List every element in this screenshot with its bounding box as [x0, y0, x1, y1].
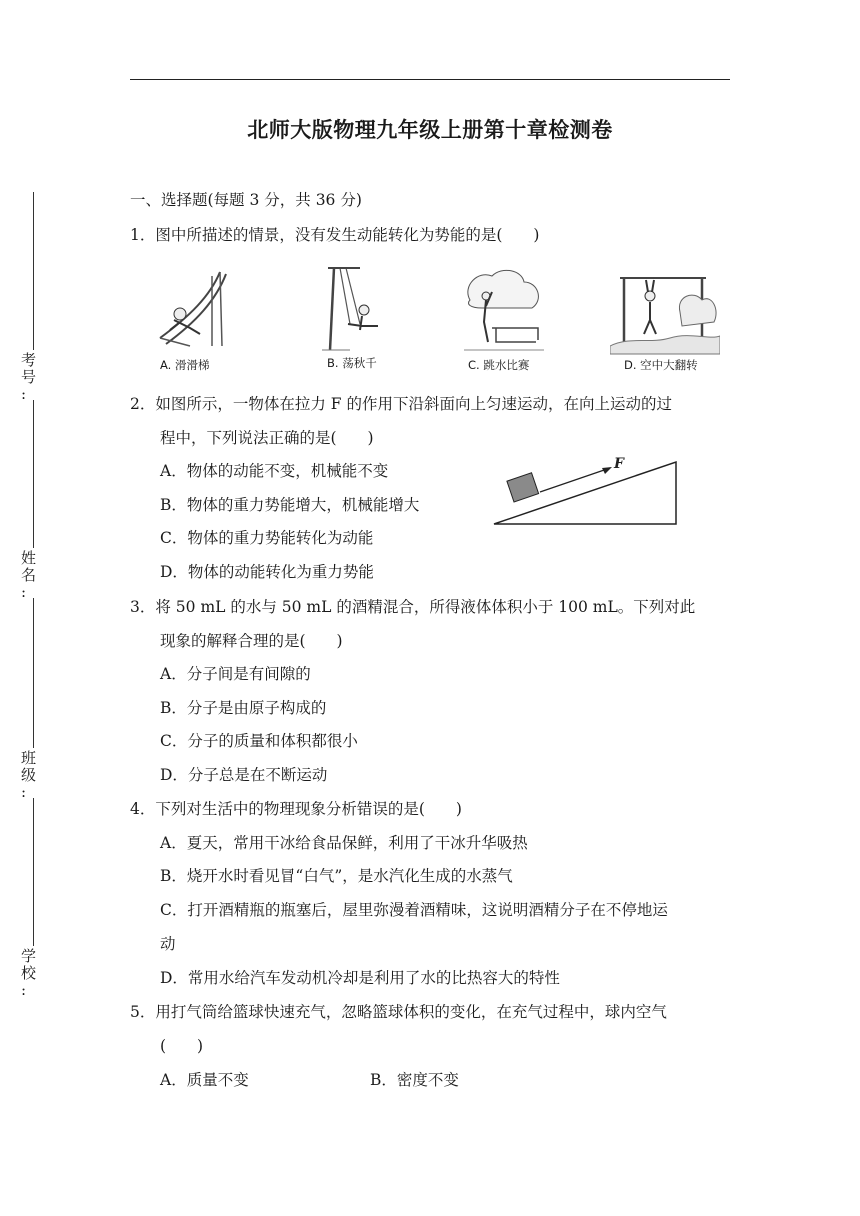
class-label: 班 级 :: [21, 749, 37, 801]
q4-option-c: C．打开酒精瓶的瓶塞后，屋里弥漫着酒精味，这说明酒精分子在不停地运: [160, 901, 668, 919]
q1-caption-a: A. 滑滑梯: [160, 358, 210, 372]
force-label: F: [614, 456, 624, 472]
q3-stem-line1: 3．将 50 mL 的水与 50 mL 的酒精混合，所得液体体积小于 100 mL。下列对此: [130, 598, 696, 616]
q5-stem-line1: 5．用打气筒给篮球快速充气，忽略篮球体积的变化，在充气过程中，球内空气: [130, 1003, 667, 1021]
school-label: 学 校 :: [21, 947, 37, 999]
q4-option-b: B．烧开水时看见冒“白气”，是水汽化生成的水蒸气: [160, 867, 513, 885]
q5-option-b: B．密度不变: [370, 1071, 459, 1089]
q4-option-d: D．常用水给汽车发动机冷却是利用了水的比热容大的特性: [160, 969, 560, 987]
q2-incline-diagram: [490, 454, 682, 528]
q2-option-c: C．物体的重力势能转化为动能: [160, 529, 374, 547]
q1-image-d-bar: [610, 266, 720, 356]
top-rule: [130, 79, 730, 80]
q2-option-a: A．物体的动能不变，机械能不变: [160, 462, 389, 480]
q2-stem-line2: 程中，下列说法正确的是( ): [160, 429, 374, 447]
q1-image-c-diving: [462, 266, 546, 354]
q1-caption-b: B. 荡秋千: [327, 356, 377, 370]
binding-line-2: [33, 400, 34, 548]
binding-line-4: [33, 798, 34, 946]
binding-line-3: [33, 598, 34, 748]
q2-stem-line1: 2．如图所示，一物体在拉力 F 的作用下沿斜面向上匀速运动，在向上运动的过: [130, 395, 672, 413]
q3-option-a: A．分子间是有间隙的: [160, 665, 311, 683]
q2-option-b: B．物体的重力势能增大，机械能增大: [160, 496, 420, 514]
section-heading: 一、选择题(每题 3 分，共 36 分): [130, 191, 362, 209]
q1-stem: 1．图中所描述的情景，没有发生动能转化为势能的是( ): [130, 226, 540, 244]
page-title: 北师大版物理九年级上册第十章检测卷: [247, 118, 613, 142]
q3-option-b: B．分子是由原子构成的: [160, 699, 327, 717]
exam-number-label: 考 号 :: [21, 351, 37, 403]
q5-stem-line2: ( ): [160, 1037, 204, 1055]
q3-stem-line2: 现象的解释合理的是( ): [160, 632, 343, 650]
q4-option-c-cont: 动: [160, 935, 176, 953]
q5-option-a: A．质量不变: [160, 1071, 249, 1089]
q4-stem: 4．下列对生活中的物理现象分析错误的是( ): [130, 800, 462, 818]
q1-image-b-swing: [320, 264, 390, 354]
q1-caption-c: C. 跳水比赛: [468, 358, 530, 372]
binding-line-1: [33, 192, 34, 350]
q3-option-d: D．分子总是在不断运动: [160, 766, 328, 784]
q1-caption-d: D. 空中大翻转: [624, 358, 698, 372]
q2-option-d: D．物体的动能转化为重力势能: [160, 563, 374, 581]
name-label: 姓 名 :: [21, 549, 37, 601]
q1-image-a-slide: [150, 266, 230, 352]
q4-option-a: A．夏天，常用干冰给食品保鲜，利用了干冰升华吸热: [160, 834, 528, 852]
q3-option-c: C．分子的质量和体积都很小: [160, 732, 358, 750]
